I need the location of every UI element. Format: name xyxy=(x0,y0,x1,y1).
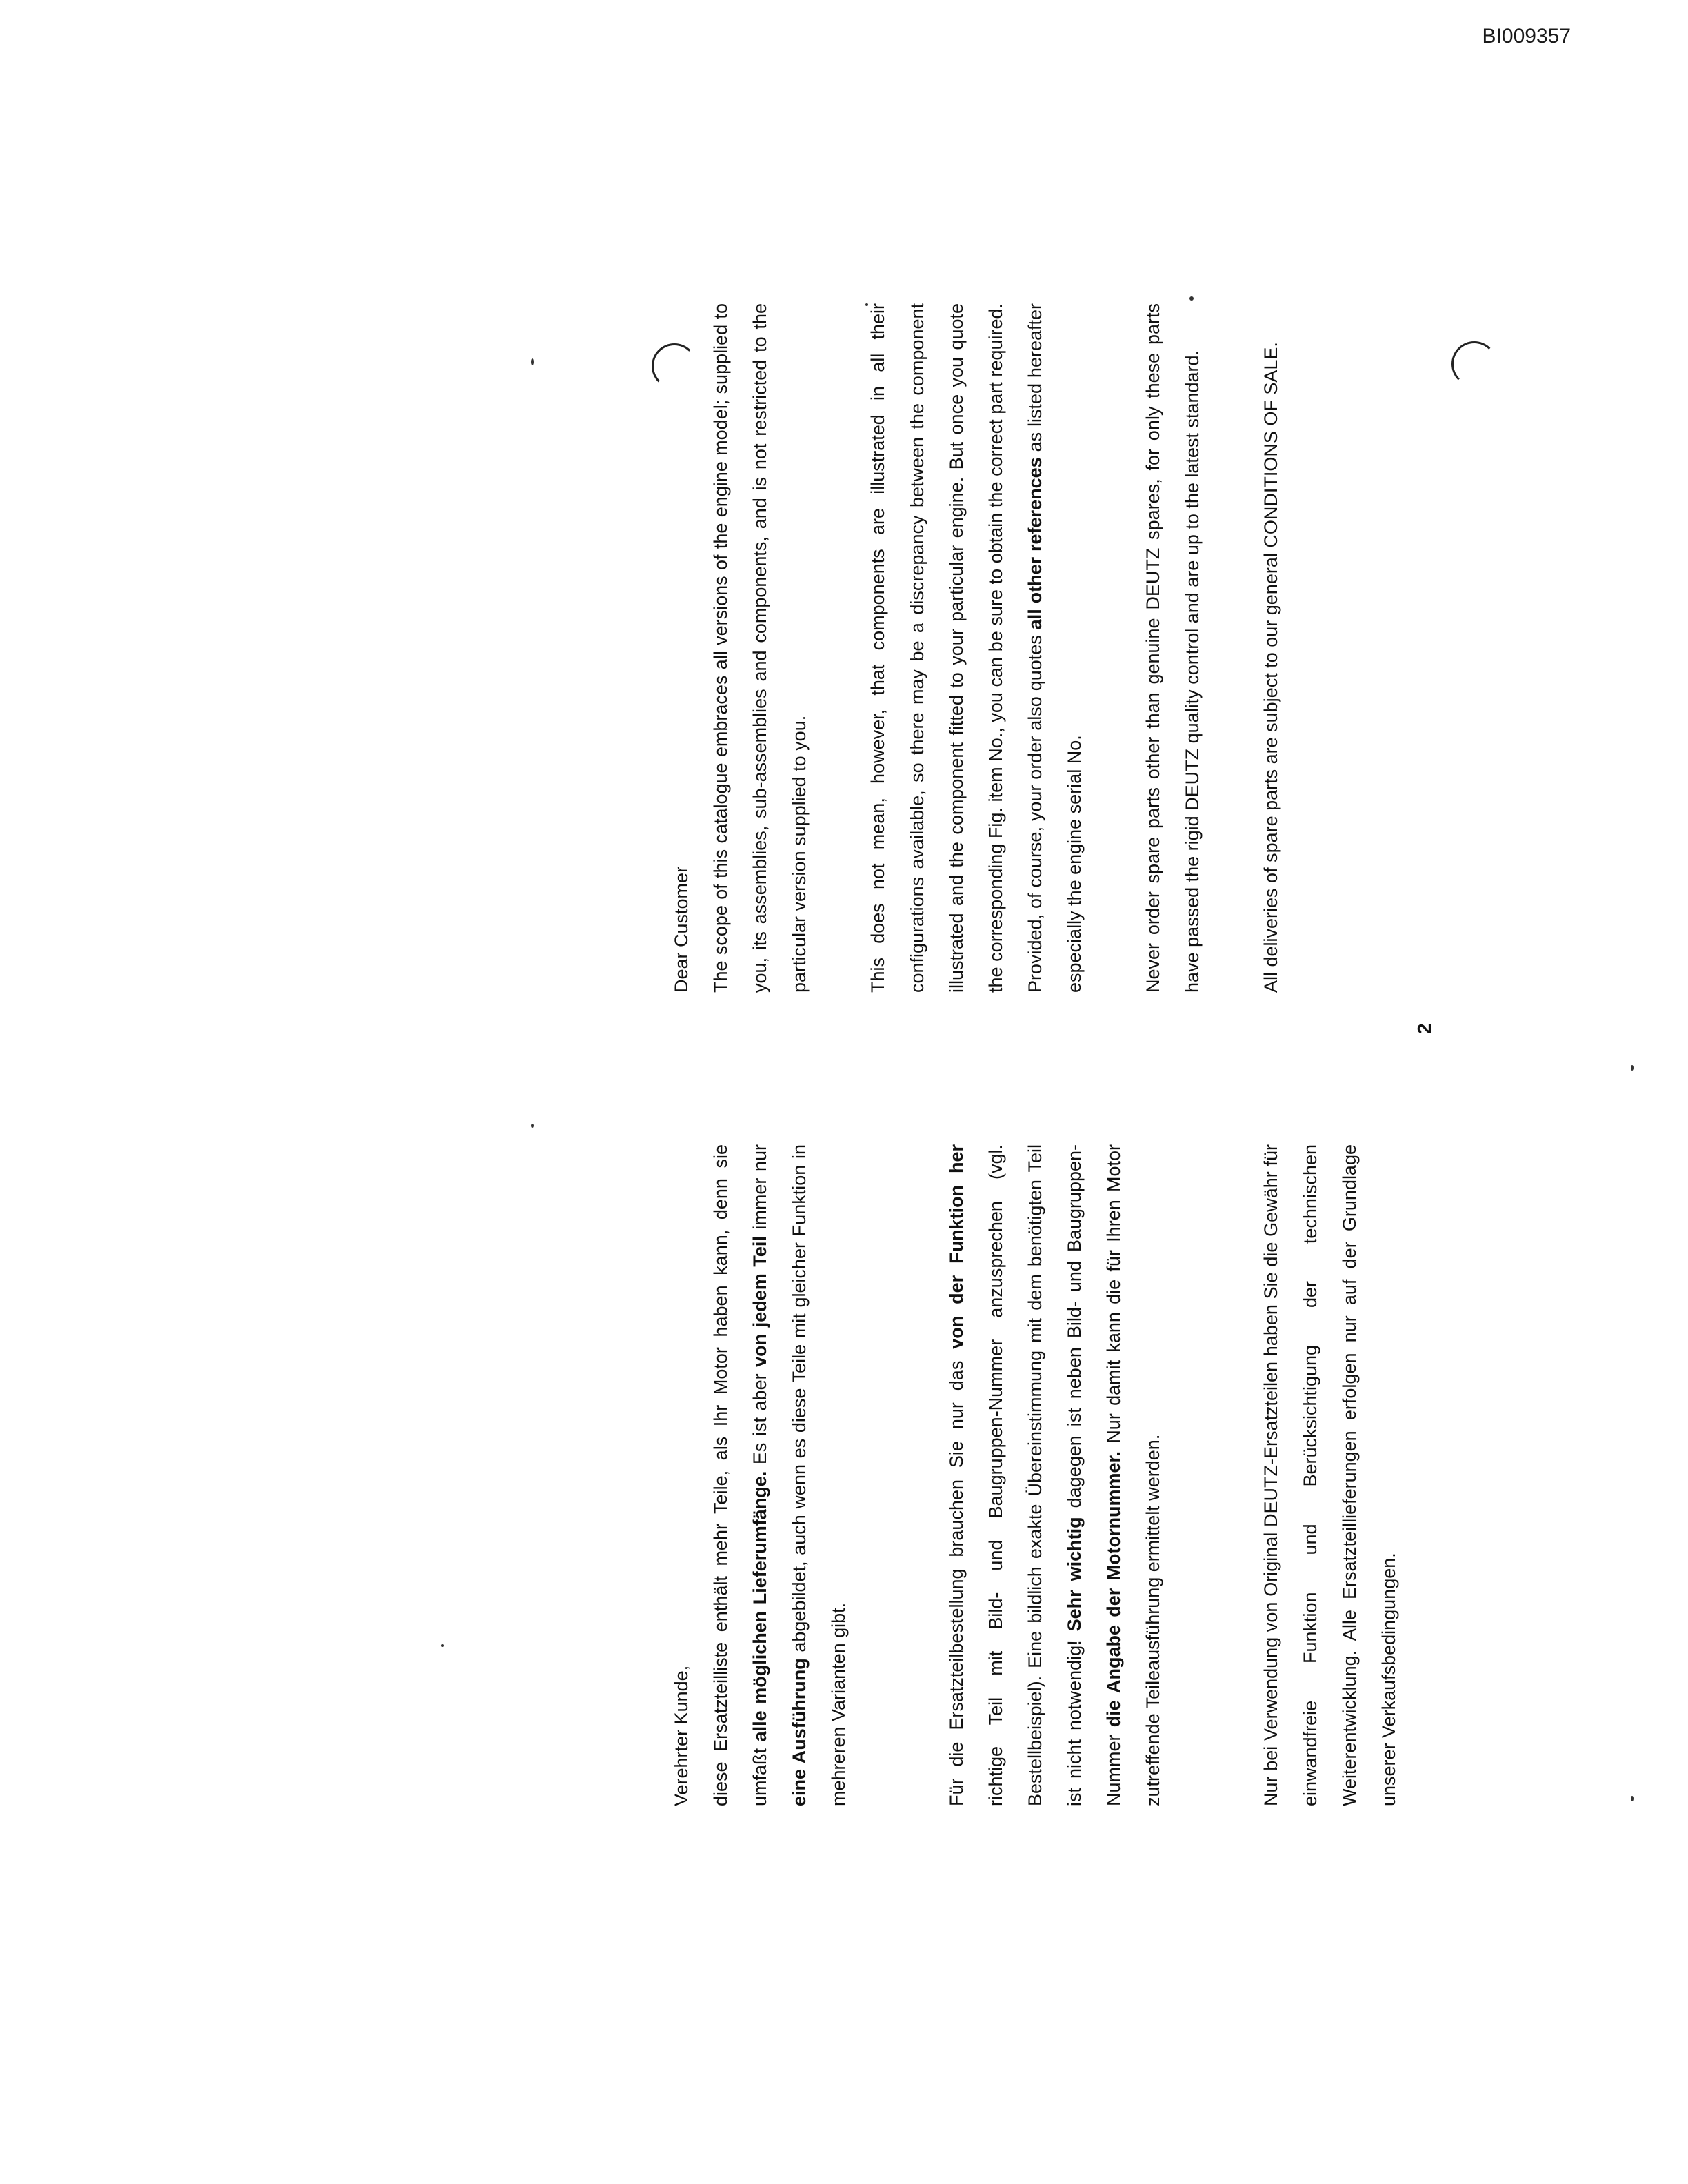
bold-run: all other references xyxy=(1025,457,1045,630)
page-number: 2 xyxy=(1414,1023,1435,1034)
bold-run: Sehr wichtig xyxy=(1064,1517,1085,1632)
english-paragraph-1: The scope of this catalogue embraces all versions of the engine model; supplied to you, its assemblies, sub-assemblies and components, and is not restricted to the particular version supplied to you. xyxy=(710,303,810,993)
text-run: diese Ersatzteilliste enthält mehr Teile, als Ihr Motor haben kann, denn sie umfaßt xyxy=(710,1144,770,1806)
text-run: richtige Teil mit Bild- und Baugruppen-Nummer anzusprechen (vgl. Bestellbeispiel). Eine bildlich exakte Übereinstimmung mit dem benötigten Teil ist nicht notwendig! xyxy=(985,1144,1085,1806)
scan-speck xyxy=(1631,1796,1634,1801)
bold-run: die Angabe der Motornummer. xyxy=(1103,1450,1124,1728)
text-run: abgebildet, auch wenn es diese Teile mit gleicher Funktion in mehreren Varianten gibt. xyxy=(789,1144,849,1806)
text-run: Für die Ersatzteilbestellung brauchen Sie nur das xyxy=(946,1348,967,1806)
scan-speck xyxy=(1631,1065,1634,1071)
german-paragraph-1 xyxy=(701,1144,858,1806)
document-id: BI009357 xyxy=(1482,25,1571,48)
german-paragraph-3: Nur bei Verwendung von Original DEUTZ-Ersatzteilen haben Sie die Gewähr für einwandfreie Funktion und Berücksichtigung der technischen Weiterentwicklung. Alle Ersatzteillieferungen erfolgen nur auf der Grundlage unserer Verkaufsbedingungen. xyxy=(1260,1144,1399,1806)
english-paragraph-2 xyxy=(858,303,1094,993)
text-run: immer nur xyxy=(750,1144,770,1237)
text-run: as listed hereafter especially the engine serial No. xyxy=(1025,303,1085,993)
bold-run: alle möglichen Lieferumfänge. xyxy=(750,1470,770,1742)
german-column xyxy=(662,1144,1448,1806)
text-run: This does not mean, however, that components are illustrated in all their configurations available, so there may be a discrepancy between the component illustrated and the component fitted to your particular engine. But once you quote the corresponding Fig. item No., you can be sure to obtain the correct part required. Provided, of course, your order also quotes xyxy=(867,303,1045,993)
scan-speck xyxy=(531,358,534,365)
rotated-content xyxy=(662,290,1558,1806)
german-salutation: Verehrter Kunde, xyxy=(671,1665,692,1806)
bold-run: eine Ausführung xyxy=(789,1658,810,1806)
english-paragraph-3: Never order spare parts other than genuine DEUTZ spares, for only these parts have passed the rigid DEUTZ quality control and are up to the latest standard. xyxy=(1143,303,1203,993)
text-run: Nur damit kann die für Ihren Motor zutreffende Teileausführung ermittelt werden. xyxy=(1103,1144,1163,1806)
scan-speck xyxy=(531,1124,534,1128)
text-run: dagegen ist neben Bild- und Baugruppen-Nummer xyxy=(1064,1144,1124,1806)
english-salutation: Dear Customer xyxy=(671,866,692,993)
bold-run: von der Funktion her xyxy=(946,1144,967,1349)
text-run: Es ist aber xyxy=(750,1366,770,1471)
german-paragraph-2 xyxy=(937,1144,1173,1806)
english-column xyxy=(662,303,1330,993)
scan-speck xyxy=(441,1644,444,1647)
bold-run: von jedem Teil xyxy=(750,1236,770,1367)
english-paragraph-4: All deliveries of spare parts are subject to our general CONDITIONS OF SALE. xyxy=(1260,342,1281,993)
